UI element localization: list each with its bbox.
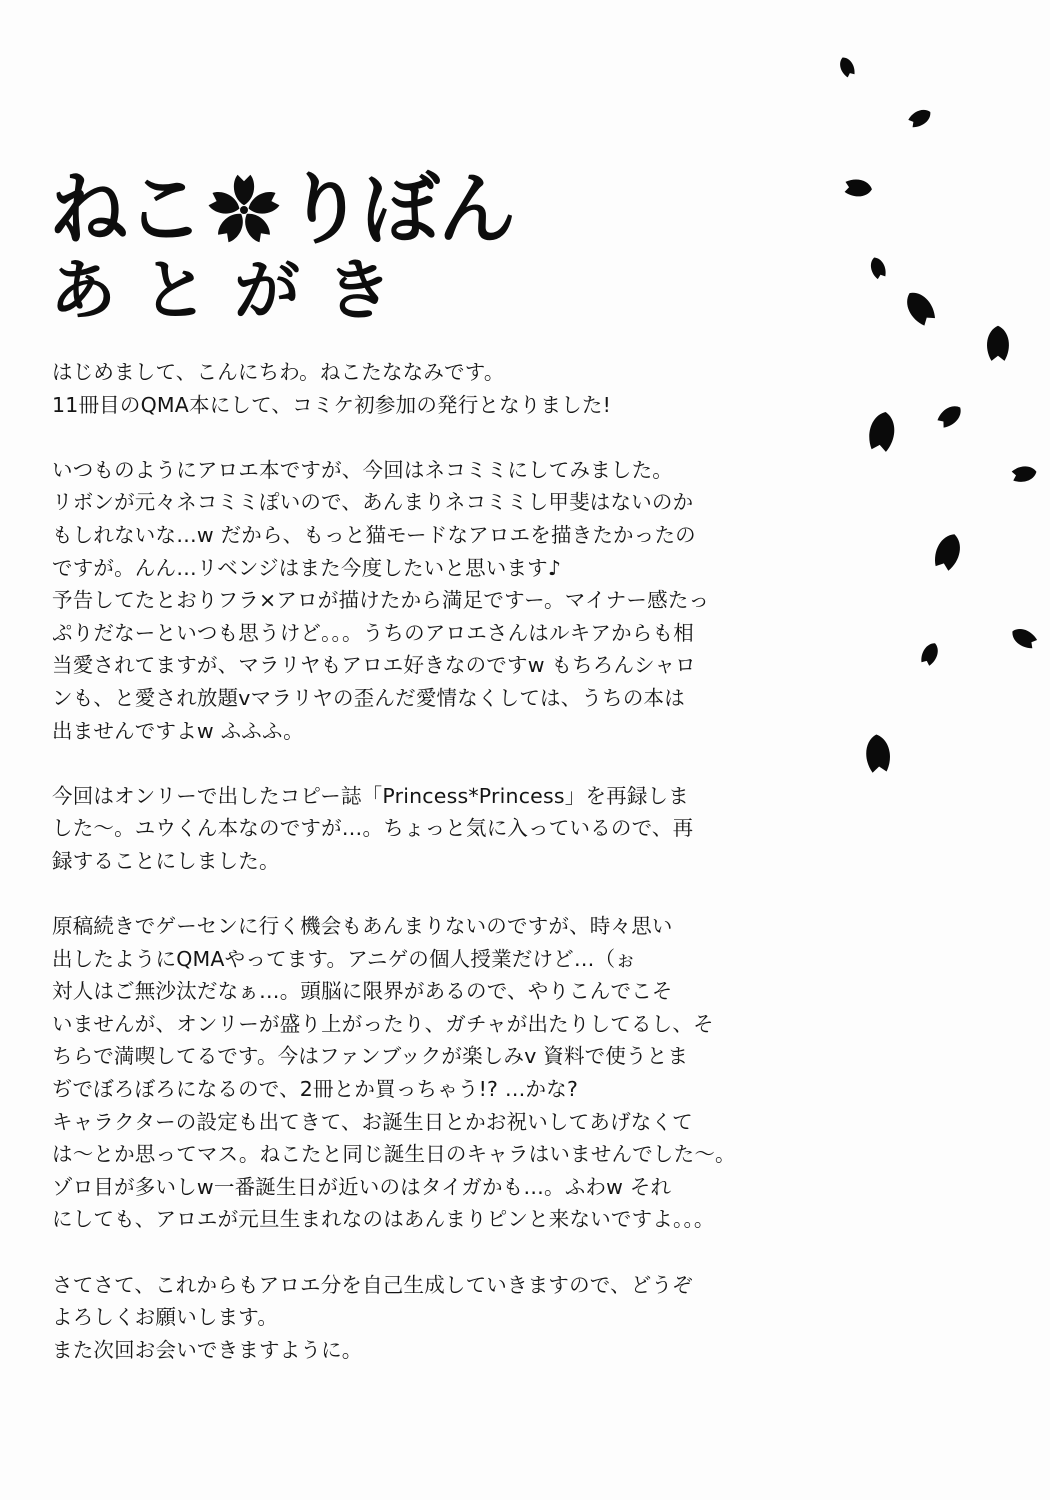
text-line: ゾロ目が多いしw一番誕生日が近いのはタイガかも…。ふわw それ [52, 1174, 672, 1199]
petal-icon [931, 530, 965, 572]
text-line: キャラクターの設定も出てきて、お誕生日とかお祝いしてあげなくて [52, 1109, 693, 1134]
petal-icon [844, 178, 872, 197]
petal-icon [919, 640, 942, 667]
petal-icon [935, 401, 965, 430]
text-line: した～。ユウくん本なのですが…。ちょっと気に入っているので、再 [52, 816, 694, 841]
text-line: また次回お会いできますように。 [52, 1337, 363, 1362]
falling-petals-decoration [820, 40, 1050, 820]
text-line: 出ませんですよw ふふふ。 [52, 718, 304, 743]
text-line: 当愛されてますが、マラリヤもアロエ好きなのですw もちろんシャロ [52, 653, 696, 678]
flower-icon [204, 170, 284, 250]
petal-icon [907, 106, 934, 130]
petal-icon [867, 410, 898, 453]
page-title [50, 160, 514, 260]
text-line: 11冊目のQMA本にして、コミケ初参加の発行となりました! [52, 392, 612, 417]
text-line: よろしくお願いします。 [52, 1305, 279, 1330]
petal-icon [1008, 624, 1038, 651]
text-line: 予告してたとおりフラ×アロが描けたから満足ですー。マイナー感たっ [52, 588, 710, 613]
text-line: 録することにしました。 [52, 848, 280, 873]
paragraph [52, 454, 792, 747]
text-line: ちらで満喫してるです。今はファンブックが楽しみv 資料で使うとま [52, 1044, 689, 1069]
text-line: 対人はご無沙汰だなぁ…。頭脳に限界があるので、やりこんでこそ [52, 979, 673, 1004]
page-subtitle: あとがき [50, 252, 418, 329]
paragraph [52, 1269, 792, 1367]
text-line: ぷりだなーといつも思うけど。。。うちのアロエさんはルキアからも相 [52, 620, 694, 645]
text-line: リボンが元々ネコミミぽいので、あんまりネコミミし甲斐はないのか [52, 490, 694, 515]
text-line: にしても、アロエが元旦生まれなのはあんまりピンと来ないですよ。。。 [52, 1207, 715, 1232]
text-line: は～とか思ってマス。ねこたと同じ誕生日のキャラはいませんでした～。 [52, 1142, 736, 1167]
paragraph [52, 910, 792, 1236]
text-line: 原稿続きでゲーセンに行く機会もあんまりないのですが、時々思い [52, 914, 673, 939]
text-line: もしれないな…w だから、もっと猫モードなアロエを描きたかったの [52, 522, 696, 547]
afterword-body [52, 356, 792, 1399]
title-part-neko: ねこ [50, 165, 203, 255]
text-line: はじめまして、こんにちわ。ねこたななみです。 [52, 360, 505, 384]
text-line: ですが。んん…リベンジはまた今度したいと思います♪ [52, 555, 562, 580]
petal-icon [868, 255, 888, 280]
petal-icon [865, 733, 892, 773]
paragraph [52, 356, 792, 421]
text-line: 今回はオンリーで出したコピー誌「Princess*Princess」を再録しま [52, 783, 689, 808]
petal-icon [901, 287, 939, 328]
text-line: 出したようにQMAやってます。アニゲの個人授業だけど…（ぉ [52, 946, 636, 971]
text-line: さてさて、これからもアロエ分を自己生成していきますので、どうぞ [52, 1272, 693, 1297]
petal-icon [837, 55, 857, 79]
text-line: いませんが、オンリーが盛り上がったり、ガチャが出たりしてるし、そ [52, 1011, 714, 1036]
text-line: ぢでぼろぼろになるので、2冊とか買っちゃう!? …かな? [52, 1077, 579, 1102]
petal-icon [987, 326, 1009, 361]
text-line: ンも、と愛され放題vマラリヤの歪んだ愛情なくしては、うちの本は [52, 685, 685, 710]
text-line: いつものようにアロエ本ですが、今回はネコミミにしてみました。 [52, 457, 673, 482]
petal-icon [1011, 464, 1038, 483]
paragraph [52, 780, 792, 878]
title-part-ribbon: りぼん [286, 165, 515, 255]
